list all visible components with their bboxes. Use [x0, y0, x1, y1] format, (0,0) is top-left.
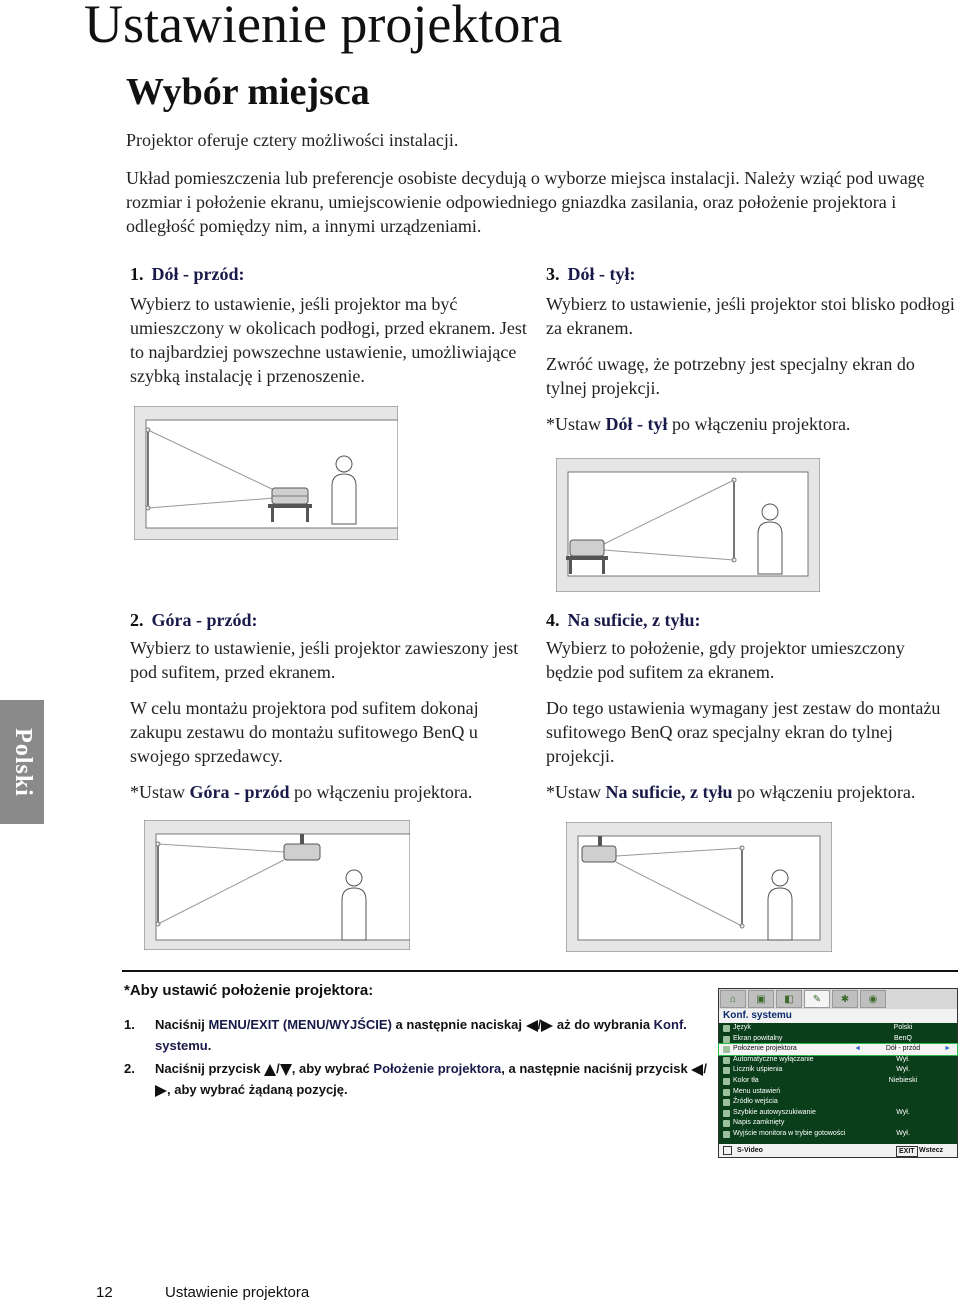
osd-menu-item-label: Menu ustawień: [733, 1087, 781, 1095]
osd-tab-bar: [719, 989, 957, 1009]
section-3-text-1: Wybierz to ustawienie, jeśli projektor stoi blisko podłogi za ekranem.: [546, 294, 955, 338]
osd-menu-item-label: Szybkie autowyszukiwanie: [733, 1108, 816, 1116]
menu-item-icon: [723, 1089, 730, 1096]
section-4-text-2: Do tego ustawienia wymagany jest zestaw do montażu sufitowego BenQ oraz specjalny ekran do tylnej projekcji.: [546, 698, 941, 766]
menu-item-icon: [723, 1099, 730, 1106]
osd-menu-item[interactable]: [719, 1118, 957, 1129]
osd-menu-item[interactable]: [719, 1034, 957, 1045]
osd-menu-item[interactable]: [719, 1055, 957, 1066]
settings-icon[interactable]: ✎: [804, 990, 830, 1008]
left-arrow-icon: [691, 1064, 703, 1076]
osd-menu: [718, 988, 958, 1158]
footer-title: Ustawienie projektora: [165, 1284, 310, 1301]
menu-item-icon: [723, 1025, 730, 1032]
section-4-text-1: Wybierz to położenie, gdy projektor umieszczony będzie pod sufitem za ekranem.: [546, 638, 905, 682]
osd-menu-item-value: Wył.: [896, 1066, 910, 1074]
menu-item-icon: [723, 1057, 730, 1064]
projector-icon: [582, 846, 616, 862]
page-number: 12: [96, 1284, 113, 1301]
home-icon[interactable]: ⌂: [720, 990, 746, 1008]
right-arrow-icon[interactable]: ►: [944, 1045, 951, 1053]
instructions-heading: *Aby ustawić położenie projektora:: [124, 982, 374, 999]
section-3-title: 3. Dół - tył:: [546, 264, 636, 284]
menu-item-icon: [723, 1067, 730, 1074]
floor-front-diagram: [134, 406, 398, 540]
intro-text-1: Projektor oferuje cztery możliwości instalacji.: [126, 130, 459, 150]
right-arrow-icon: [155, 1085, 167, 1097]
room-interior: [156, 834, 410, 940]
projector-icon: [570, 540, 604, 556]
osd-menu-item[interactable]: [719, 1129, 957, 1140]
section-subtitle: Wybór miejsca: [126, 71, 370, 113]
language-side-tab: Polski: [0, 700, 44, 824]
osd-menu-item-label: Język: [733, 1024, 751, 1031]
source-icon: [723, 1146, 732, 1155]
menu-item-icon: [723, 1078, 730, 1085]
projector-icon: [272, 488, 308, 504]
osd-menu-item-value: Niebieski: [888, 1076, 918, 1084]
osd-menu-list: [719, 1023, 957, 1140]
section-2-text-1: Wybierz to ustawienie, jeśli projektor zawieszony jest pod sufitem, przed ekranem.: [130, 638, 519, 682]
osd-menu-item[interactable]: [719, 1108, 957, 1119]
section-2-title: 2. Góra - przód:: [130, 610, 258, 630]
info-icon[interactable]: ◉: [860, 990, 886, 1008]
section-4-note: *Ustaw Na suficie, z tyłu po włączeniu projektora.: [546, 782, 916, 802]
floor-rear-diagram: [556, 458, 820, 592]
osd-menu-header: Konf. systemu: [719, 1009, 957, 1023]
advanced-settings-icon[interactable]: ✱: [832, 990, 858, 1008]
osd-source-label: S-Video: [737, 1147, 763, 1154]
up-arrow-icon: [264, 1064, 276, 1076]
ceiling-front-diagram: [144, 820, 410, 950]
osd-footer: [719, 1144, 957, 1157]
image-icon[interactable]: ▣: [748, 990, 774, 1008]
osd-menu-item-label: Napis zamknięty: [733, 1119, 785, 1127]
picture-icon[interactable]: ◧: [776, 990, 802, 1008]
section-3-text-2: Zwróć uwagę, że potrzebny jest specjalny ekran do tylnej projekcji.: [546, 354, 915, 398]
section-2-note: *Ustaw Góra - przód po włączeniu projektora.: [130, 782, 473, 802]
left-arrow-icon: [526, 1020, 538, 1032]
step-2-text: Naciśnij przycisk / , aby wybrać Położenie projektora, a następnie naciśnij przycisk /, aby wybrać żądaną pozycję.: [155, 1061, 707, 1097]
menu-item-icon: [723, 1110, 730, 1117]
osd-menu-item-label: Licznik uśpienia: [733, 1066, 783, 1074]
menu-item-icon: [723, 1120, 730, 1127]
menu-exit-key: MENU/EXIT (MENU/WYJŚCIE): [208, 1017, 392, 1032]
osd-menu-item[interactable]: [719, 1097, 957, 1108]
left-arrow-icon[interactable]: ◄: [854, 1045, 861, 1053]
osd-menu-item-label: Położenie projektora: [733, 1045, 797, 1053]
osd-menu-item[interactable]: [719, 1087, 957, 1098]
osd-back-label: Wstecz: [919, 1147, 944, 1154]
osd-menu-item-value: Wył.: [896, 1129, 910, 1137]
page-title: Ustawienie projektora: [84, 0, 563, 54]
osd-menu-item-value: Wył.: [896, 1108, 910, 1116]
section-4-title: 4. Na suficie, z tyłu:: [546, 610, 701, 630]
osd-menu-item-label: Kolor tła: [733, 1076, 759, 1084]
step-1-text: Naciśnij MENU/EXIT (MENU/WYJŚCIE) a następnie naciskaj / aż do wybrania Konf. systemu.: [155, 1017, 687, 1053]
osd-menu-item-label: Automatyczne wyłączanie: [733, 1055, 814, 1063]
osd-menu-item-value: BenQ: [894, 1034, 912, 1042]
osd-menu-item[interactable]: [719, 1076, 957, 1087]
down-arrow-icon: [280, 1064, 292, 1076]
osd-menu-item-value: Dół - przód: [885, 1045, 921, 1053]
osd-menu-item[interactable]: [719, 1044, 957, 1055]
section-divider: [122, 970, 958, 972]
osd-menu-item-label: Wyjście monitora w trybie gotowości: [733, 1129, 846, 1137]
section-1-title: 1. Dół - przód:: [130, 264, 245, 284]
step-1-number: 1.: [124, 1017, 135, 1032]
osd-menu-item-value: Wył.: [896, 1055, 910, 1063]
osd-menu-item-value: Polski: [893, 1024, 913, 1031]
step-2-number: 2.: [124, 1061, 135, 1076]
menu-item-icon: [723, 1036, 730, 1043]
osd-menu-item[interactable]: [719, 1023, 957, 1034]
osd-menu-item-label: Źródło wejścia: [733, 1098, 778, 1106]
ceiling-rear-diagram: [566, 822, 832, 952]
ceiling-mount-icon: [300, 834, 304, 844]
menu-item-icon: [723, 1131, 730, 1138]
section-2-text-2: W celu montażu projektora pod sufitem dokonaj zakupu zestawu do montażu sufitowego BenQ u swojego sprzedawcy.: [130, 698, 479, 766]
menu-item-icon: [723, 1046, 730, 1053]
section-1-text: Wybierz to ustawienie, jeśli projektor ma być umieszczony w okolicach podłogi, przed ekranem. Jest to najbardziej powszechne ustawienie, umożliwiające szybką instalację i przenoszenie.: [130, 294, 527, 386]
projector-icon: [284, 844, 320, 860]
right-arrow-icon: [541, 1020, 553, 1032]
intro-text-2: Układ pomieszczenia lub preferencje osobiste decydują o wyborze miejsca instalacji. Należy wziąć pod uwagę rozmiar i położenie ekranu, umiejscowienie odpowiedniego gniazdka zasilania, oraz położenie projektora i odległość pomiędzy nim, a innymi urządzeniami.: [126, 168, 925, 236]
ceiling-mount-icon: [598, 836, 602, 846]
section-3-note: *Ustaw Dół - tył po włączeniu projektora.: [546, 414, 851, 434]
osd-menu-item[interactable]: [719, 1065, 957, 1076]
osd-menu-item-label: Ekran powitalny: [733, 1034, 783, 1042]
exit-key-icon: EXIT: [896, 1146, 918, 1157]
